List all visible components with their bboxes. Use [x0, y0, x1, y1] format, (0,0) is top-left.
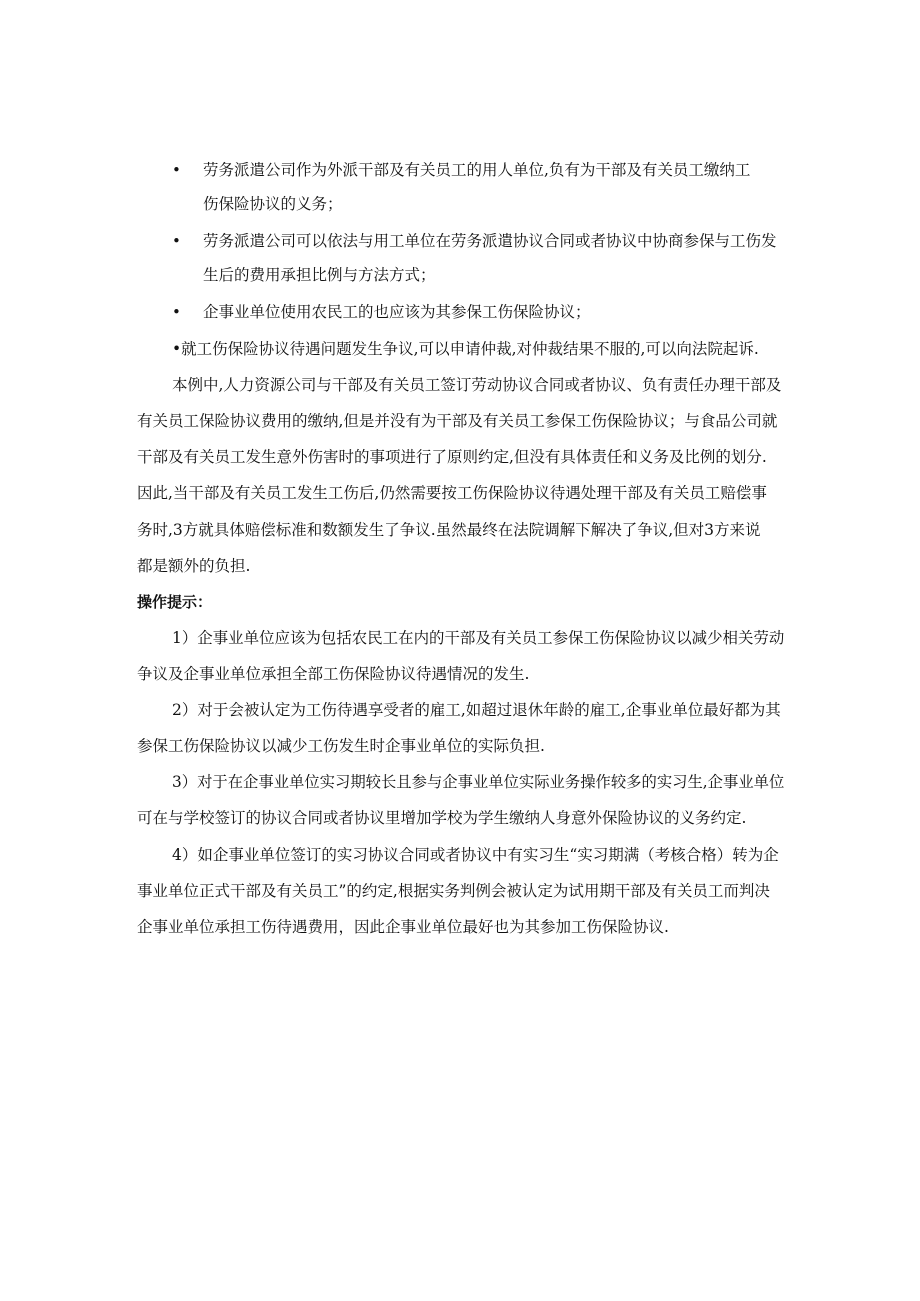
bullet-3-line-1: 企事业单位使用农民工的也应该为其参保工伤保险协议； [203, 303, 591, 321]
bullet-mark: • [172, 161, 181, 179]
inline-bullet-line: •就工伤保险协议待遇问题发生争议,可以申请仲裁,对仲裁结果不服的,可以向法院起诉. [172, 340, 759, 358]
tip-4-line-3: 企事业单位承担工伤待遇费用，因此企事业单位最好也为其参加工伤保险协议. [137, 918, 669, 936]
case-paragraph-line: 都是额外的负担. [137, 557, 251, 575]
tip-1-line-1: 1）企事业单位应该为包括农民工在内的干部及有关员工参保工伤保险协议以减少相关劳动 [172, 629, 785, 647]
bullet-1-line-1: 劳务派遣公司作为外派干部及有关员工的用人单位,负有为干部及有关员工缴纳工 [203, 161, 751, 179]
case-paragraph-line: 务时,3方就具体赔偿标准和数额发生了争议.虽然最终在法院调解下解决了争议,但对3方来说 [137, 521, 761, 539]
tip-4-line-1: 4）如企事业单位签订的实习协议合同或者协议中有实习生“实习期满（考核合格）转为企 [172, 846, 779, 864]
bullet-1-line-2: 伤保险协议的义务； [203, 195, 343, 213]
tip-3-line-2: 可在与学校签订的协议合同或者协议里增加学校为学生缴纳人身意外保险协议的义务约定. [137, 809, 747, 827]
bullet-mark: • [172, 303, 181, 321]
case-paragraph-line: 因此,当干部及有关员工发生工伤后,仍然需要按工伤保险协议待遇处理干部及有关员工赔偿事 [137, 484, 767, 502]
bullet-mark: • [172, 232, 181, 250]
case-paragraph-line: 有关员工保险协议费用的缴纳,但是并没有为干部及有关员工参保工伤保险协议；与食品公司就 [137, 412, 778, 430]
bullet-2-line-1: 劳务派遣公司可以依法与用工单位在劳务派遣协议合同或者协议中协商参保与工伤发 [203, 232, 777, 250]
case-paragraph-line: 干部及有关员工发生意外伤害时的事项进行了原则约定,但没有具体责任和义务及比例的划分. [137, 448, 767, 466]
tip-1-line-2: 争议及企事业单位承担全部工伤保险协议待遇情况的发生. [137, 665, 530, 683]
tip-4-line-2: 事业单位正式干部及有关员工”的约定,根据实务判例会被认定为试用期干部及有关员工而判决 [137, 882, 770, 900]
tips-heading: 操作提示： [137, 593, 213, 611]
case-paragraph-line: 本例中,人力资源公司与干部及有关员工签订劳动协议合同或者协议、负有责任办理干部及 [172, 376, 782, 394]
bullet-2-line-2: 生后的费用承担比例与方法方式； [203, 266, 436, 284]
tip-2-line-2: 参保工伤保险协议以减少工伤发生时企事业单位的实际负担. [137, 737, 545, 755]
tip-2-line-1: 2）对于会被认定为工伤待遇享受者的雇工,如超过退休年龄的雇工,企事业单位最好都为其 [172, 701, 781, 719]
tip-3-line-1: 3）对于在企事业单位实习期较长且参与企事业单位实际业务操作较多的实习生,企事业单位 [172, 773, 785, 791]
